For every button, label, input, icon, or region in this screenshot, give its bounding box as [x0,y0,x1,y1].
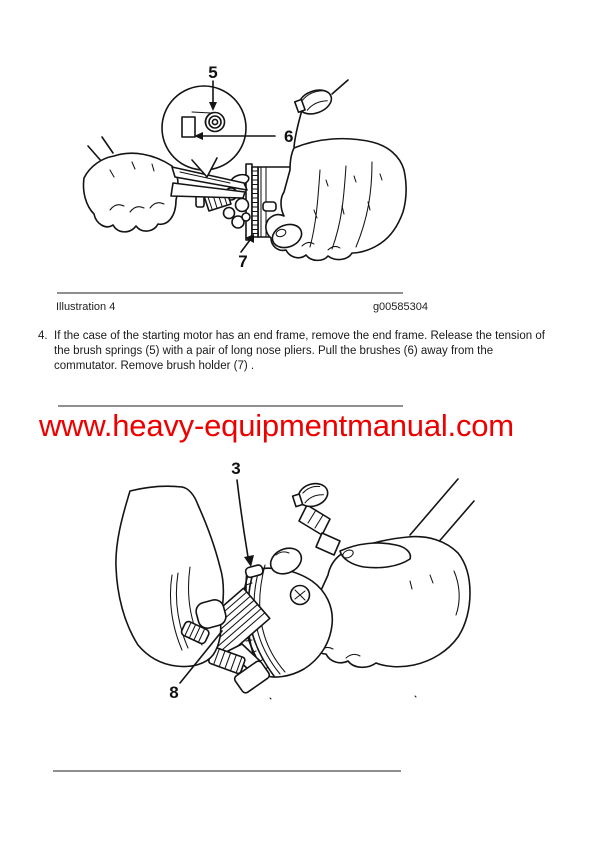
bottom-rule [53,770,401,772]
scan-speck [415,696,416,697]
left-hand-fist [116,486,228,666]
right-arm-cuff [293,86,334,119]
callout-8-label: 8 [169,683,179,702]
step-4 [38,329,546,374]
watermark-text: www.heavy-equipmentmanual.com [39,408,514,443]
figure-1-caption-id: g00585304 [372,301,428,313]
callout-7-arrow [241,240,250,252]
callout-3-label: 3 [231,459,241,478]
callout-7-label: 7 [238,252,248,271]
brush-detail [182,117,195,137]
step-4-number: 4. [38,330,48,342]
wire-connector [293,480,340,555]
callout-6-label: 6 [284,127,294,146]
callout-3 [231,459,263,578]
figure-2-illustration [110,455,475,715]
scan-speck [270,698,271,699]
step-4-text: If the case of the starting motor has an end frame, remove the end frame. Release the tension of the brush springs (5) with a pair of long nose pliers. Pull the brushes (6) away from the commutator. Remove brush holder (7) . [54,330,545,372]
figure-1-caption-label: Illustration 4 [56,301,116,313]
figure-1-top-rule [57,292,403,294]
figure-1-illustration [80,50,410,275]
callout-5-label: 5 [208,63,218,82]
terminal-stud [263,202,276,211]
callout-3-arrow [237,480,248,557]
magnifier-balloon [162,86,246,177]
section-rule [58,405,403,407]
right-hand [309,479,474,667]
left-hand-fist [83,153,178,232]
figure-1-caption [56,301,428,313]
